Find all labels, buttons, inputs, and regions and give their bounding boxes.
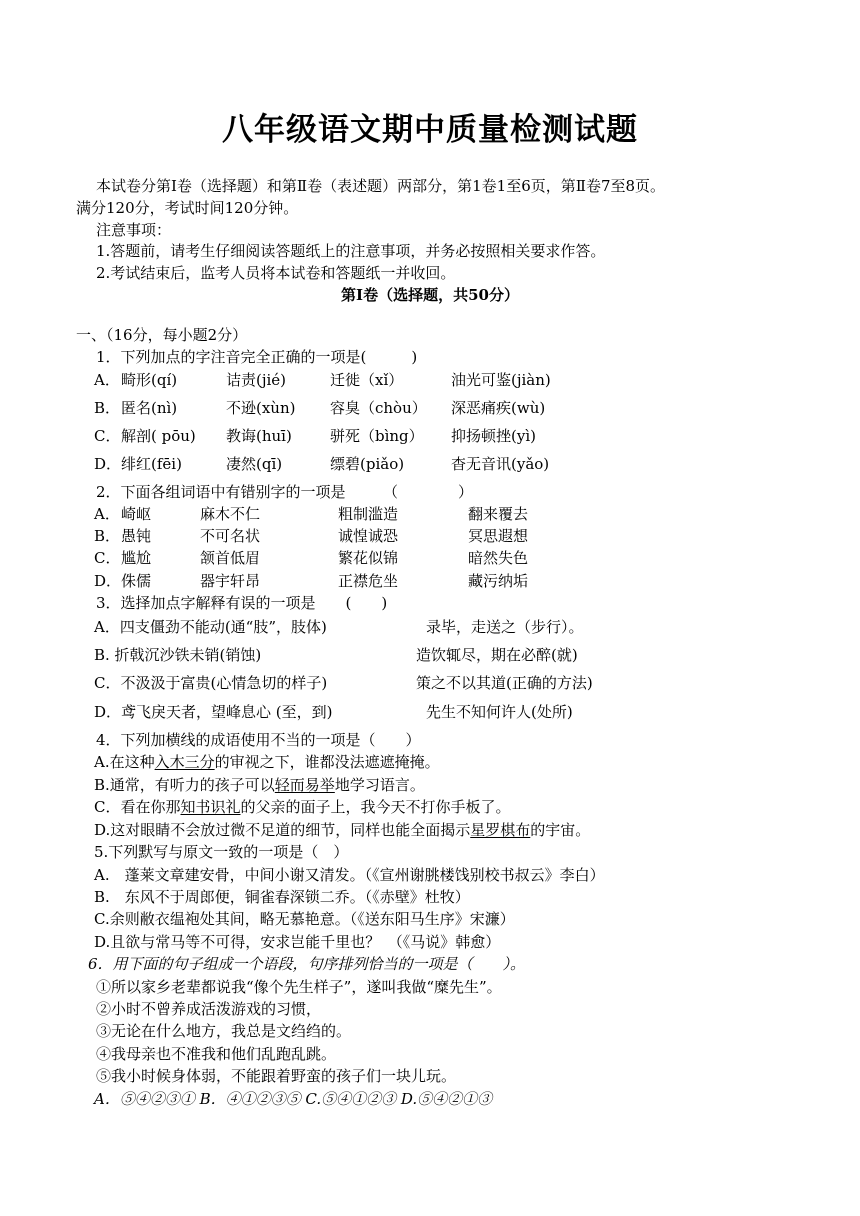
question-6-sentence: ②小时不曾养成活泼游戏的习惯， [96, 1000, 322, 1018]
notice-item-1: 1.答题前，请考生仔细阅读答题纸上的注意事项，并务必按照相关要求作答。 [96, 242, 606, 260]
option-item: 解剖( pōu) [121, 427, 196, 445]
option-item: 油光可鉴(jiàn) [451, 371, 551, 389]
option-letter: D． [94, 455, 122, 473]
question-4-stem: 4．下列加横线的成语使用不当的一项是（ ） [96, 731, 421, 749]
option-item: 容臭（chòu） [330, 399, 427, 417]
notice-item-2: 2.考试结束后，监考人员将本试卷和答题纸一并收回。 [96, 264, 456, 282]
option-item: 翻来覆去 [468, 505, 529, 523]
question-4-option-d: D.这对眼睛不会放过微不足道的细节，同样也能全面揭示星罗棋布的宇宙。 [94, 821, 591, 839]
option-item: 抑扬顿挫(yì) [451, 427, 536, 445]
option-item: 正襟危坐 [338, 572, 399, 590]
option-item: 崎岖 [121, 505, 152, 523]
question-4-option-b: B.通常，有听力的孩子可以轻而易举地学习语言。 [94, 776, 425, 794]
option-item: 骈死（bìng） [330, 427, 424, 445]
option-letter: C． [94, 549, 121, 567]
option-item: 愚钝 [121, 527, 152, 545]
option-item: 畸形(qí) [121, 371, 178, 389]
option-item: 藏污纳垢 [468, 572, 529, 590]
question-4-option-a: A.在这种入木三分的审视之下，谁都没法遮遮掩掩。 [94, 753, 440, 771]
section-heading: 第Ⅰ卷（选择题，共50分） [341, 286, 519, 304]
option-item: 冥思遐想 [468, 527, 529, 545]
option-item: 不可名状 [200, 527, 261, 545]
question-2-stem: 2．下面各组词语中有错别字的一项是 （ ） [96, 483, 474, 501]
option-item: 迁徙（xǐ） [330, 371, 404, 389]
option-item: 器宇轩昂 [200, 572, 261, 590]
option-letter: B． [94, 527, 121, 545]
option-item: 诚惶诚恐 [338, 527, 399, 545]
option-letter: B． [94, 399, 121, 417]
option-item: 缥碧(piǎo) [330, 455, 405, 473]
question-5-option-b: B. 东风不于周郎便，铜雀春深锁二乔。（《赤壁》杜牧） [94, 888, 470, 906]
option-right: 造饮辄尽，期在必醉(就) [416, 646, 578, 664]
option-item: 粗制滥造 [338, 505, 399, 523]
question-5-option-c: C.余则敝衣缊袍处其间，略无慕艳意。（《送东阳马生序》宋濂） [94, 910, 515, 928]
option-item: 不逊(xùn) [226, 399, 296, 417]
page-title: 八年级语文期中质量检测试题 [222, 112, 638, 148]
question-5-option-d: D.且欲与常马等不可得，安求岂能千里也？ （《马说》韩愈） [94, 933, 501, 951]
option-letter: C． [94, 427, 121, 445]
option-item: 杳无音讯(yǎo) [451, 455, 550, 473]
underlined-idiom: 星罗棋布 [470, 821, 531, 839]
question-5-option-a: A. 蓬莱文章建安骨，中间小谢又清发。（《宣州谢朓楼饯别校书叔云》李白） [94, 866, 605, 884]
option-right: 录毕，走送之（步行）。 [426, 618, 584, 636]
option-left: C．不汲汲于富贵(心情急切的样子) [94, 674, 328, 692]
option-right: 先生不知何许人(处所) [426, 703, 573, 721]
question-6-options: A．⑤④②③① B．④①②③⑤ C.⑤④①②③ D.⑤④②①③ [94, 1090, 493, 1108]
intro-line-2: 满分120分，考试时间120分钟。 [76, 199, 299, 217]
option-item: 诘责(jié) [226, 371, 287, 389]
option-item: 麻木不仁 [200, 505, 261, 523]
option-letter: A． [94, 505, 120, 523]
question-6-sentence: ⑤我小时候身体弱，不能跟着野蛮的孩子们一块儿玩。 [96, 1067, 457, 1085]
question-6-sentence: ①所以家乡老辈都说我“像个先生样子”，遂叫我做“糜先生”。 [96, 978, 502, 996]
question-4-option-c: C．看在你那知书识礼的父亲的面子上，我今天不打你手板了。 [94, 798, 511, 816]
option-item: 暗然失色 [468, 549, 529, 567]
option-left: B. 折戟沉沙铁未销(销蚀) [94, 646, 262, 664]
option-left: D．鸢飞戾天者，望峰息心 (至，到) [94, 703, 333, 721]
underlined-idiom: 入木三分 [154, 753, 215, 771]
option-item: 深恶痛疾(wù) [451, 399, 546, 417]
option-item: 繁花似锦 [338, 549, 399, 567]
option-item: 教诲(huī) [226, 427, 292, 445]
question-5-stem: 5.下列默写与原文一致的一项是（ ） [94, 843, 349, 861]
question-3-stem: 3．选择加点字解释有误的一项是 ( ) [96, 594, 388, 612]
option-left: A．四支僵劲不能动(通“肢”，肢体) [94, 618, 327, 636]
underlined-idiom: 轻而易举 [274, 776, 335, 794]
intro-line-1: 本试卷分第Ⅰ卷（选择题）和第Ⅱ卷（表述题）两部分，第1卷1至6页，第Ⅱ卷7至8页。 [96, 177, 666, 195]
question-6-stem: 6．用下面的句子组成一个语段，句序排列恰当的一项是（ ）。 [88, 955, 526, 973]
option-letter: D． [94, 572, 122, 590]
question-6-sentence: ③无论在什么地方，我总是文绉绉的。 [96, 1022, 352, 1040]
option-item: 尴尬 [121, 549, 152, 567]
question-1-stem: 1．下列加点的字注音完全正确的一项是( ) [96, 348, 418, 366]
option-item: 凄然(qī) [226, 455, 283, 473]
option-item: 侏儒 [121, 572, 152, 590]
question-6-sentence: ④我母亲也不准我和他们乱跑乱跳。 [96, 1045, 337, 1063]
option-item: 绯红(fēi) [121, 455, 182, 473]
part-heading: 一、（16分，每小题2分） [76, 326, 248, 344]
option-right: 策之不以其道(正确的方法) [416, 674, 593, 692]
option-item: 匿名(nì) [121, 399, 178, 417]
option-letter: A． [94, 371, 120, 389]
underlined-idiom: 知书识礼 [180, 798, 241, 816]
notice-heading: 注意事项： [96, 221, 172, 239]
option-item: 颔首低眉 [200, 549, 261, 567]
